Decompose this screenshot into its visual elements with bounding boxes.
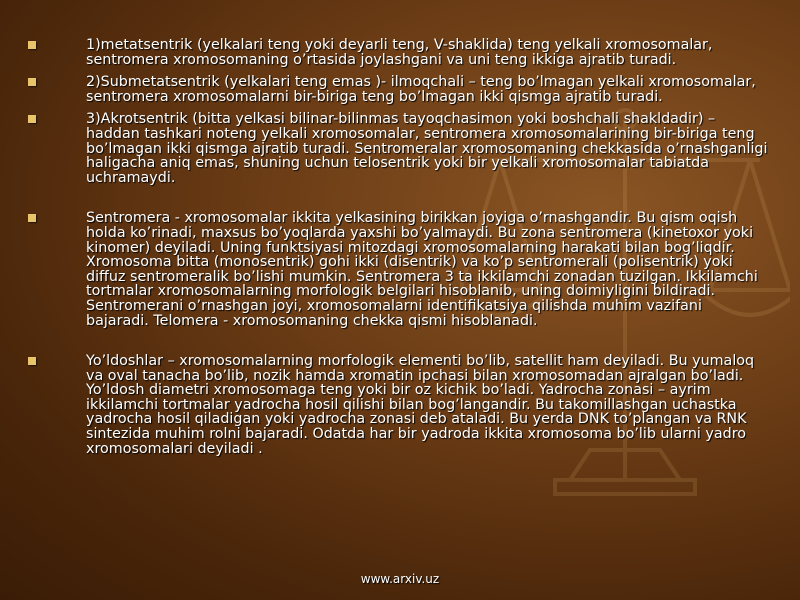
bullet-item-sentromera — [28, 211, 768, 328]
bullet-text: Yo’ldoshlar – xromosomalarning morfologik elementi bo’lib, satellit ham deyiladi. Bu yumaloq va oval tanacha bo’lib, nozik hamda xromatin ipchasi bilan xromosomadan ajralgan bo’ladi. Yo’ldosh diametri xromosomaga teng yoki bir oz kichik bo’ladi. Yadrocha zonasi – ayrim ikkilamchi tortmalar yadrocha hosil qilishi bilan bog’langandir. Bu takomillashgan uchastka yadrocha hosil qiladigan yoki yadrocha zonasi deb ataladi. Bu yerda DNK to’plangan va RNK sintezida muhim rolni bajaradi. Odatda har bir yadroda ikkita xromosoma bo’lib ularni yadro xromosomalari deyiladi . — [86, 353, 755, 457]
square-bullet-icon — [28, 41, 36, 49]
bullet-item-submetatsentrik — [28, 75, 768, 104]
bullet-text: Sentromera - xromosomalar ikkita yelkasining birikkan joyiga o’rnashgandir. Bu qism oqish holda ko’rinadi, maxsus bo’yoqlarda yaxshi bo’yalmaydi. Bu zona sentromera (kinetoxor yoki kinomer) deyiladi. Uning funktsiyasi mitozdagi xromosomalarning harakati bilan bog’liqdir. Xromosoma bitta (monosentrik) gohi ikki (disentrik) va ko’p sentromerali (polisentrik) yoki diffuz sentromeralik bo’lishi mumkin. Sentromera 3 ta ikkilamchi zonadan tuzilgan. Ikkilamchi tortmalar xromosomalarning morfologik belgilari hisoblanib, uning doimiyligini bildiradi. Sentromerani o’rnashgan joyi, xromosomalarni identifikatsiya qilishda muhim vazifani bajaradi. Telomera - xromosomaning chekka qismi hisoblanadi. — [86, 210, 758, 329]
bullet-text: 3)Akrotsentrik (bitta yelkasi bilinar-bilinmas tayoqchasimon yoki boshchali shakldadir) – haddan tashkari noteng yelkali xromosomalar, sentromera xromosomalarining bir-biriga teng bo’lmagan ikki qismga ajratib turadi. Sentromeralar xromosomaning chekkasida o’rnashganligi haligacha aniq emas, shuning uchun telosentrik yoki bir yelkali xromosomalar tabiatda uchramaydi. — [86, 111, 768, 186]
bullet-item-akrotsentrik — [28, 112, 768, 185]
square-bullet-icon — [28, 214, 36, 222]
square-bullet-icon — [28, 357, 36, 365]
bullet-item-yoldoshlar — [28, 354, 768, 456]
slide-content — [28, 38, 768, 456]
bullet-item-metatsentrik — [28, 38, 768, 67]
square-bullet-icon — [28, 78, 36, 86]
footer-watermark-url: www.arxiv.uz — [360, 572, 440, 586]
bullet-text: 1)metatsentrik (yelkalari teng yoki deyarli teng, V-shaklida) teng yelkali xromosomalar, sentromera xromosomaning o’rtasida joylashgani va uni teng ikkiga ajratib turadi. — [86, 37, 713, 68]
square-bullet-icon — [28, 115, 36, 123]
bullet-text: 2)Submetatsentrik (yelkalari teng emas )- ilmoqchali – teng bo’lmagan yelkali xromosomalar, sentromera xromosomalarni bir-biriga teng bo’lmagan ikki qismga ajratib turadi. — [86, 74, 756, 105]
